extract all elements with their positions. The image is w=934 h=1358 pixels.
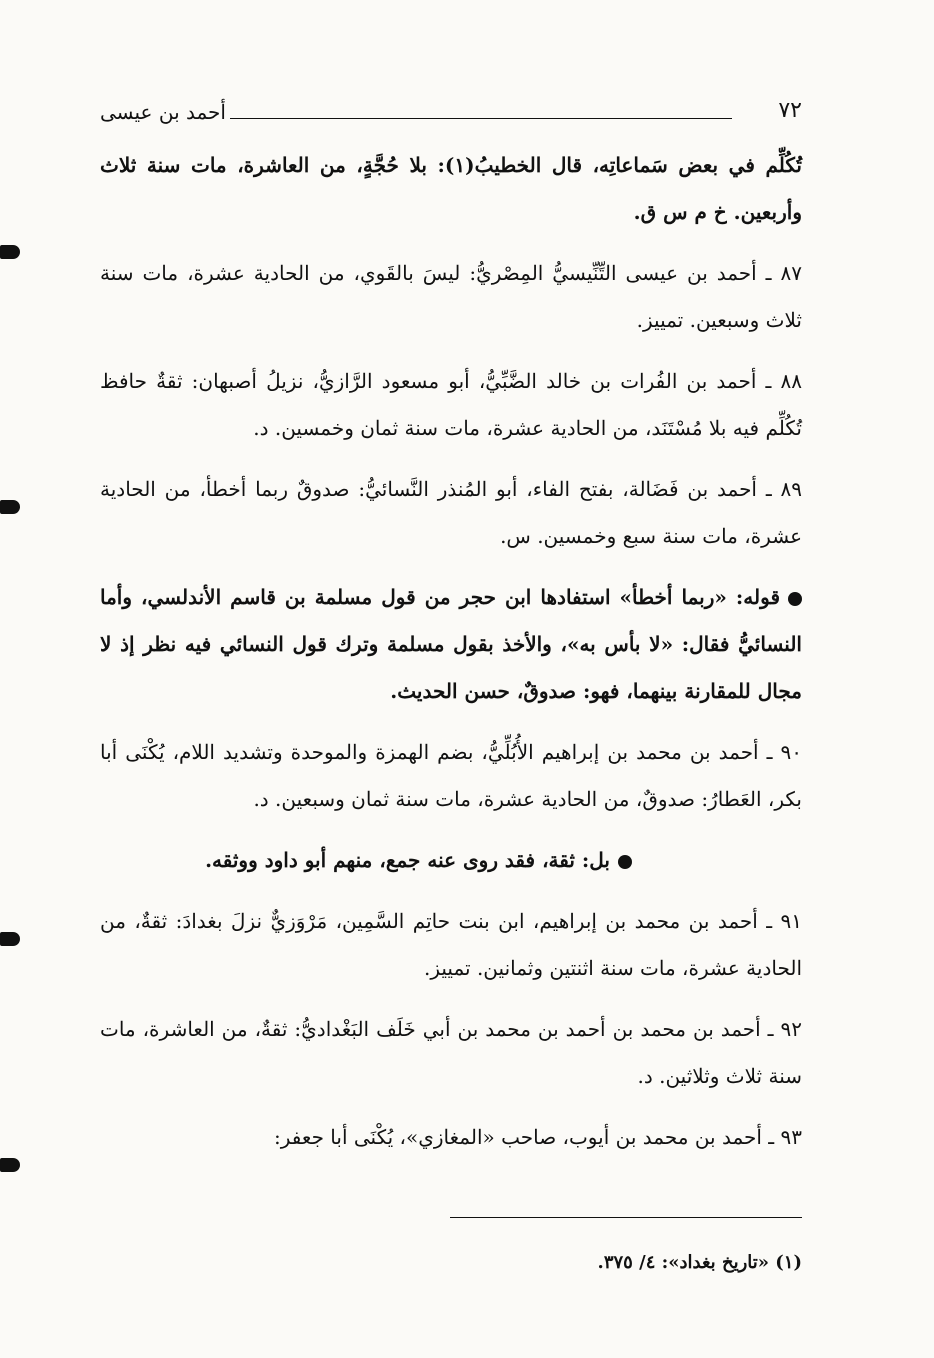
margin-mark [0,932,20,946]
page-number: ٧٢ [778,98,802,123]
footnote-rule [450,1217,802,1218]
entry-91: ٩١ ـ أحمد بن محمد بن إبراهيم، ابن بنت حاتِم السَّمِين، مَرْوَزيٌّ نزلَ بغدادَ: ثقةٌ، من الحادية عشرة، مات سنة اثنتين وثمانين. تمييز. [100,909,802,980]
header-rule [230,118,732,119]
entry-90: ٩٠ ـ أحمد بن محمد بن إبراهيم الأُبُلِّيُّ، بضم الهمزة والموحدة وتشديد اللام، يُكْنَى أبا بكر، العَطارُ: صدوقٌ، من الحادية عشرة، مات سنة ثمان وسبعين. د. [100,740,802,811]
page-header [100,96,802,136]
page-body [100,142,802,1175]
margin-mark [0,500,20,514]
editor-note-text: قوله: «ربما أخطأ» استفادها ابن حجر من قول مسلمة بن قاسم الأندلسي، وأما النسائيُّ فقال: «لا بأس به»، والأخذ بقول مسلمة وترك قول النسائي فيه نظر إذ لا مجال للمقارنة بينهما، فهو: صدوقٌ، حسن الحديث. [100,585,802,703]
running-title: أحمد بن عيسى [100,100,226,124]
continuation-paragraph: تُكُلِّم في بعض سَماعاتِه، قال الخطيبُ(١): بلا حُجَّةٍ، من العاشرة، مات سنة ثلاث وأربعين. خ م س ق. [100,153,802,224]
bullet-icon [618,855,632,869]
entry-92: ٩٢ ـ أحمد بن محمد بن أحمد بن محمد بن أبي خَلَف البَغْداديُّ: ثقةٌ، من العاشرة، مات سنة ثلاث وثلاثين. د. [100,1017,802,1088]
editor-note-89 [100,574,802,715]
entry-88: ٨٨ ـ أحمد بن الفُرات بن خالد الضَّبِّيُّ، أبو مسعود الرَّازيُّ، نزيلُ أصبهان: ثقةٌ حافظ تُكُلِّم فيه بلا مُسْتَنَد، من الحادية عشرة، مات سنة ثمان وخمسين. د. [100,369,802,440]
footnote: (١) «تاريخ بغداد»: ٤/ ٣٧٥. [597,1252,802,1273]
entry-93: ٩٣ ـ أحمد بن محمد بن أيوب، صاحب «المغازي»، يُكْنَى أبا جعفر: [274,1125,802,1149]
editor-note-text: بل: ثقة، فقد روى عنه جمع، منهم أبو داود ووثقه. [205,848,610,872]
bullet-icon [788,592,802,606]
margin-mark [0,1158,20,1172]
entry-87: ٨٧ ـ أحمد بن عيسى التِّنِّيسيُّ المِصْريُّ: ليسَ بالقَوي، من الحادية عشرة، مات سنة ثلاث وسبعين. تمييز. [100,261,802,332]
editor-note-90 [100,837,802,884]
margin-mark [0,245,20,259]
entry-89: ٨٩ ـ أحمد بن فَضَالة، بفتح الفاء، أبو المُنذر النَّسائيُّ: صدوقٌ ربما أخطأ، من الحادية عشرة، مات سنة سبع وخمسين. س. [100,477,802,548]
